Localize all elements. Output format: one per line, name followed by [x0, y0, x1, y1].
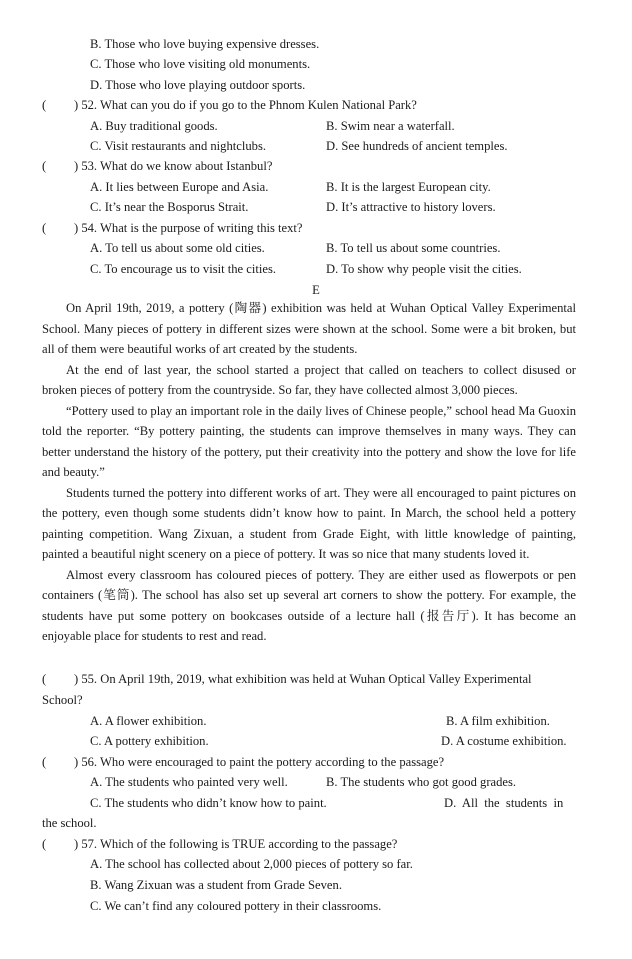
q56-stem — [42, 754, 444, 770]
q53-stem-text: ) 53. What do we know about Istanbul? — [74, 159, 273, 173]
q55-option-d: D. A costume exhibition. — [441, 734, 567, 748]
q55-option-c: C. A pottery exhibition. — [90, 734, 209, 748]
q53-option-c: C. It’s near the Bosporus Strait. — [90, 200, 249, 214]
passage-paragraph: On April 19th, 2019, a pottery (陶器) exhibition was held at Wuhan Optical Valley Experimental School. Many pieces of pottery in different sizes were shown at the school. Some were a bit broken, but all of them were beautiful works of art created by the students. — [42, 301, 576, 356]
q56-option-c: C. The students who didn’t know how to paint. — [90, 796, 327, 810]
q54-option-b: B. To tell us about some countries. — [326, 241, 501, 255]
q52-stem — [42, 97, 417, 113]
q52-option-b: B. Swim near a waterfall. — [326, 119, 455, 133]
q57-option-c: C. We can’t find any coloured pottery in their classrooms. — [90, 899, 382, 913]
q57-option-b: B. Wang Zixuan was a student from Grade Seven. — [90, 878, 342, 892]
q54-option-d: D. To show why people visit the cities. — [326, 262, 522, 276]
q53-option-a: A. It lies between Europe and Asia. — [90, 180, 269, 194]
q54-option-c: C. To encourage us to visit the cities. — [90, 262, 277, 276]
q53-option-d: D. It’s attractive to history lovers. — [326, 200, 496, 214]
q52-option-c: C. Visit restaurants and nightclubs. — [90, 139, 267, 153]
passage-paragraph: “Pottery used to play an important role in the daily lives of Chinese people,” school head Ma Guoxin told the reporter. “By pottery painting, the students can improve themselves in many ways. They can better understand the history of the pottery, put their creativity into the pottery and show the love for life and beauty.” — [42, 403, 576, 479]
q51-option-d: D. Those who love playing outdoor sports. — [90, 78, 306, 92]
q56-option-a: A. The students who painted very well. — [90, 775, 288, 789]
answer-paren: ( — [42, 159, 47, 173]
q54-option-a: A. To tell us about some old cities. — [90, 241, 265, 255]
q55-option-a: A. A flower exhibition. — [90, 714, 207, 728]
q56-stem-text: ) 56. Who were encouraged to paint the pottery according to the passage? — [74, 755, 445, 769]
q55-option-b: B. A film exhibition. — [446, 714, 550, 728]
q53-option-b: B. It is the largest European city. — [326, 180, 491, 194]
section-label: E — [312, 283, 320, 297]
q52-option-a: A. Buy traditional goods. — [90, 119, 218, 133]
answer-paren: ( — [42, 837, 47, 851]
q52-option-d: D. See hundreds of ancient temples. — [326, 139, 508, 153]
q55-stem-continued: School? — [42, 693, 83, 707]
passage — [42, 298, 576, 647]
q56-option-d: D. All the students in — [444, 796, 564, 810]
q54-stem-text: ) 54. What is the purpose of writing this text? — [74, 221, 303, 235]
answer-paren: ( — [42, 755, 47, 769]
q56-option-d-continued: the school. — [42, 816, 97, 830]
q53-stem — [42, 158, 272, 174]
answer-paren: ( — [42, 98, 47, 112]
answer-paren: ( — [42, 221, 47, 235]
q52-stem-text: ) 52. What can you do if you go to the Phnom Kulen National Park? — [74, 98, 417, 112]
q54-stem — [42, 220, 303, 236]
q55-stem — [42, 671, 532, 687]
q57-stem — [42, 836, 397, 852]
q55-stem-text: ) 55. On April 19th, 2019, what exhibition was held at Wuhan Optical Valley Experimental — [74, 672, 532, 686]
passage-paragraph: Students turned the pottery into different works of art. They were all encouraged to paint pictures on the pottery, even though some students didn’t know how to paint. In March, the school held a pottery painting competition. Wang Zixuan, a student from Grade Eight, with little knowledge of painting, painted a beautiful night scenery on a piece of pottery. It was so nice that many students loved it. — [42, 485, 576, 561]
q57-stem-text: ) 57. Which of the following is TRUE according to the passage? — [74, 837, 398, 851]
q56-option-b: B. The students who got good grades. — [326, 775, 517, 789]
q51-option-c: C. Those who love visiting old monuments. — [90, 57, 311, 71]
answer-paren: ( — [42, 672, 47, 686]
q51-option-b: B. Those who love buying expensive dresses. — [90, 37, 320, 51]
passage-paragraph: At the end of last year, the school started a project that called on teachers to collect disused or broken pieces of pottery from the countryside. So far, they have collected almost 3,000 pieces. — [42, 362, 576, 397]
q57-option-a: A. The school has collected about 2,000 pieces of pottery so far. — [90, 857, 413, 871]
passage-paragraph: Almost every classroom has coloured pieces of pottery. They are either used as flowerpots or pen containers (笔筒). The school has also set up several art corners to show the pottery. For example, the students have put some pottery on bookcases outside of a lecture hall (报告厅). It has become an enjoyable place for students to rest and read. — [42, 567, 576, 643]
